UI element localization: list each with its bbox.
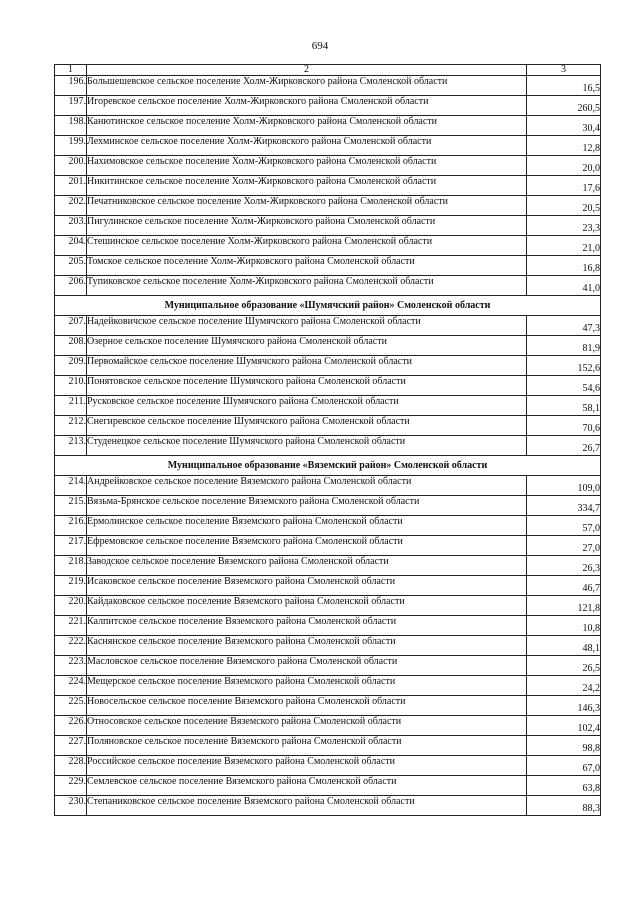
table-row [55, 796, 601, 816]
settlement-name: Канютинское сельское поселение Холм-Жирковского района Смоленской области [87, 116, 527, 136]
row-number: 223. [55, 656, 87, 676]
table-body [55, 65, 601, 816]
table-row [55, 316, 601, 336]
settlement-name: Стешинское сельское поселение Холм-Жирковского района Смоленской области [87, 236, 527, 256]
settlement-name: Новосельское сельское поселение Вяземского района Смоленской области [87, 696, 527, 716]
settlement-name: Исаковское сельское поселение Вяземского района Смоленской области [87, 576, 527, 596]
row-value: 26,3 [527, 556, 601, 576]
table-row [55, 736, 601, 756]
row-number: 197. [55, 96, 87, 116]
row-value: 23,3 [527, 216, 601, 236]
row-number: 208. [55, 336, 87, 356]
settlement-name: Ефремовское сельское поселение Вяземского района Смоленской области [87, 536, 527, 556]
row-value: 67,0 [527, 756, 601, 776]
settlement-name: Снегиревское сельское поселение Шумячского района Смоленской области [87, 416, 527, 436]
settlement-name: Масловское сельское поселение Вяземского района Смоленской области [87, 656, 527, 676]
table-row [55, 116, 601, 136]
data-table [54, 64, 601, 816]
table-row [55, 536, 601, 556]
row-value: 16,8 [527, 256, 601, 276]
row-value: 121,8 [527, 596, 601, 616]
table-row [55, 616, 601, 636]
settlement-name: Большешевское сельское поселение Холм-Жирковского района Смоленской области [87, 76, 527, 96]
table-row [55, 256, 601, 276]
row-number: 227. [55, 736, 87, 756]
settlement-name: Поляновское сельское поселение Вяземского района Смоленской области [87, 736, 527, 756]
row-number: 229. [55, 776, 87, 796]
row-number: 203. [55, 216, 87, 236]
row-number: 199. [55, 136, 87, 156]
row-value: 57,0 [527, 516, 601, 536]
settlement-name: Томское сельское поселение Холм-Жирковского района Смоленской области [87, 256, 527, 276]
row-number: 219. [55, 576, 87, 596]
settlement-name: Ермолинское сельское поселение Вяземского района Смоленской области [87, 516, 527, 536]
row-number: 230. [55, 796, 87, 816]
settlement-name: Андрейковское сельское поселение Вяземского района Смоленской области [87, 476, 527, 496]
row-value: 24,2 [527, 676, 601, 696]
row-value: 102,4 [527, 716, 601, 736]
table-row [55, 416, 601, 436]
header-col-1: 1 [55, 65, 87, 76]
settlement-name: Нахимовское сельское поселение Холм-Жирковского района Смоленской области [87, 156, 527, 176]
row-value: 146,3 [527, 696, 601, 716]
section-title: Муниципальное образование «Шумячский район» Смоленской области [55, 296, 601, 316]
row-value: 27,0 [527, 536, 601, 556]
row-value: 10,8 [527, 616, 601, 636]
row-value: 152,6 [527, 356, 601, 376]
row-value: 88,3 [527, 796, 601, 816]
row-number: 218. [55, 556, 87, 576]
row-value: 63,8 [527, 776, 601, 796]
row-value: 58,1 [527, 396, 601, 416]
row-number: 206. [55, 276, 87, 296]
row-number: 201. [55, 176, 87, 196]
settlement-name: Калпитское сельское поселение Вяземского района Смоленской области [87, 616, 527, 636]
table-row [55, 196, 601, 216]
table-row [55, 776, 601, 796]
row-value: 20,5 [527, 196, 601, 216]
row-value: 334,7 [527, 496, 601, 516]
table-row [55, 496, 601, 516]
row-number: 200. [55, 156, 87, 176]
row-value: 17,6 [527, 176, 601, 196]
header-row [55, 65, 601, 76]
row-value: 47,3 [527, 316, 601, 336]
table-row [55, 476, 601, 496]
row-value: 26,7 [527, 436, 601, 456]
row-number: 214. [55, 476, 87, 496]
row-number: 221. [55, 616, 87, 636]
table-row [55, 516, 601, 536]
row-number: 198. [55, 116, 87, 136]
settlement-name: Тупиковское сельское поселение Холм-Жирковского района Смоленской области [87, 276, 527, 296]
settlement-name: Заводское сельское поселение Вяземского района Смоленской области [87, 556, 527, 576]
table-row [55, 376, 601, 396]
settlement-name: Кайдаковское сельское поселение Вяземского района Смоленской области [87, 596, 527, 616]
settlement-name: Мещерское сельское поселение Вяземского района Смоленской области [87, 676, 527, 696]
settlement-name: Первомайское сельское поселение Шумячского района Смоленской области [87, 356, 527, 376]
settlement-name: Игоревское сельское поселение Холм-Жирковского района Смоленской области [87, 96, 527, 116]
section-header-row [55, 456, 601, 476]
row-number: 196. [55, 76, 87, 96]
table-row [55, 676, 601, 696]
row-value: 41,0 [527, 276, 601, 296]
row-number: 226. [55, 716, 87, 736]
table-row [55, 396, 601, 416]
row-value: 30,4 [527, 116, 601, 136]
settlement-name: Озерное сельское поселение Шумячского района Смоленской области [87, 336, 527, 356]
row-value: 26,5 [527, 656, 601, 676]
row-value: 21,0 [527, 236, 601, 256]
row-number: 210. [55, 376, 87, 396]
table-row [55, 556, 601, 576]
table-row [55, 636, 601, 656]
row-number: 217. [55, 536, 87, 556]
table-row [55, 716, 601, 736]
table-row [55, 656, 601, 676]
settlement-name: Печатниковское сельское поселение Холм-Жирковского района Смоленской области [87, 196, 527, 216]
settlement-name: Каснянское сельское поселение Вяземского района Смоленской области [87, 636, 527, 656]
header-col-2: 2 [87, 65, 527, 76]
row-value: 81,9 [527, 336, 601, 356]
table-row [55, 596, 601, 616]
settlement-name: Степаниковское сельское поселение Вяземского района Смоленской области [87, 796, 527, 816]
table-row [55, 756, 601, 776]
row-number: 209. [55, 356, 87, 376]
row-number: 202. [55, 196, 87, 216]
settlement-name: Лехминское сельское поселение Холм-Жирковского района Смоленской области [87, 136, 527, 156]
row-number: 207. [55, 316, 87, 336]
row-number: 222. [55, 636, 87, 656]
row-number: 212. [55, 416, 87, 436]
table-row [55, 96, 601, 116]
row-number: 213. [55, 436, 87, 456]
row-value: 109,0 [527, 476, 601, 496]
table-row [55, 336, 601, 356]
row-number: 215. [55, 496, 87, 516]
row-value: 16,5 [527, 76, 601, 96]
settlement-name: Семлевское сельское поселение Вяземского района Смоленской области [87, 776, 527, 796]
settlement-name: Студенецкое сельское поселение Шумячского района Смоленской области [87, 436, 527, 456]
table-row [55, 216, 601, 236]
row-value: 54,6 [527, 376, 601, 396]
section-title: Муниципальное образование «Вяземский район» Смоленской области [55, 456, 601, 476]
settlement-name: Никитинское сельское поселение Холм-Жирковского района Смоленской области [87, 176, 527, 196]
row-value: 48,1 [527, 636, 601, 656]
table-row [55, 236, 601, 256]
settlement-name: Вязьма-Брянское сельское поселение Вяземского района Смоленской области [87, 496, 527, 516]
table-row [55, 436, 601, 456]
row-value: 12,8 [527, 136, 601, 156]
settlement-name: Понятовское сельское поселение Шумячского района Смоленской области [87, 376, 527, 396]
row-number: 220. [55, 596, 87, 616]
table-row [55, 276, 601, 296]
row-value: 20,0 [527, 156, 601, 176]
row-value: 70,6 [527, 416, 601, 436]
row-number: 225. [55, 696, 87, 716]
section-header-row [55, 296, 601, 316]
row-number: 228. [55, 756, 87, 776]
table-row [55, 76, 601, 96]
table-row [55, 696, 601, 716]
table-row [55, 356, 601, 376]
row-value: 260,5 [527, 96, 601, 116]
table-row [55, 156, 601, 176]
settlement-name: Русковское сельское поселение Шумячского района Смоленской области [87, 396, 527, 416]
table-row [55, 176, 601, 196]
page-number: 694 [311, 40, 329, 52]
settlement-name: Надейковичское сельское поселение Шумячского района Смоленской области [87, 316, 527, 336]
row-number: 211. [55, 396, 87, 416]
header-col-3: 3 [527, 65, 601, 76]
row-number: 224. [55, 676, 87, 696]
settlement-name: Относовское сельское поселение Вяземского района Смоленской области [87, 716, 527, 736]
table-row [55, 576, 601, 596]
row-value: 46,7 [527, 576, 601, 596]
settlement-name: Российское сельское поселение Вяземского района Смоленской области [87, 756, 527, 776]
row-number: 216. [55, 516, 87, 536]
row-number: 205. [55, 256, 87, 276]
row-value: 98,8 [527, 736, 601, 756]
row-number: 204. [55, 236, 87, 256]
table-row [55, 136, 601, 156]
settlement-name: Пигулинское сельское поселение Холм-Жирковского района Смоленской области [87, 216, 527, 236]
